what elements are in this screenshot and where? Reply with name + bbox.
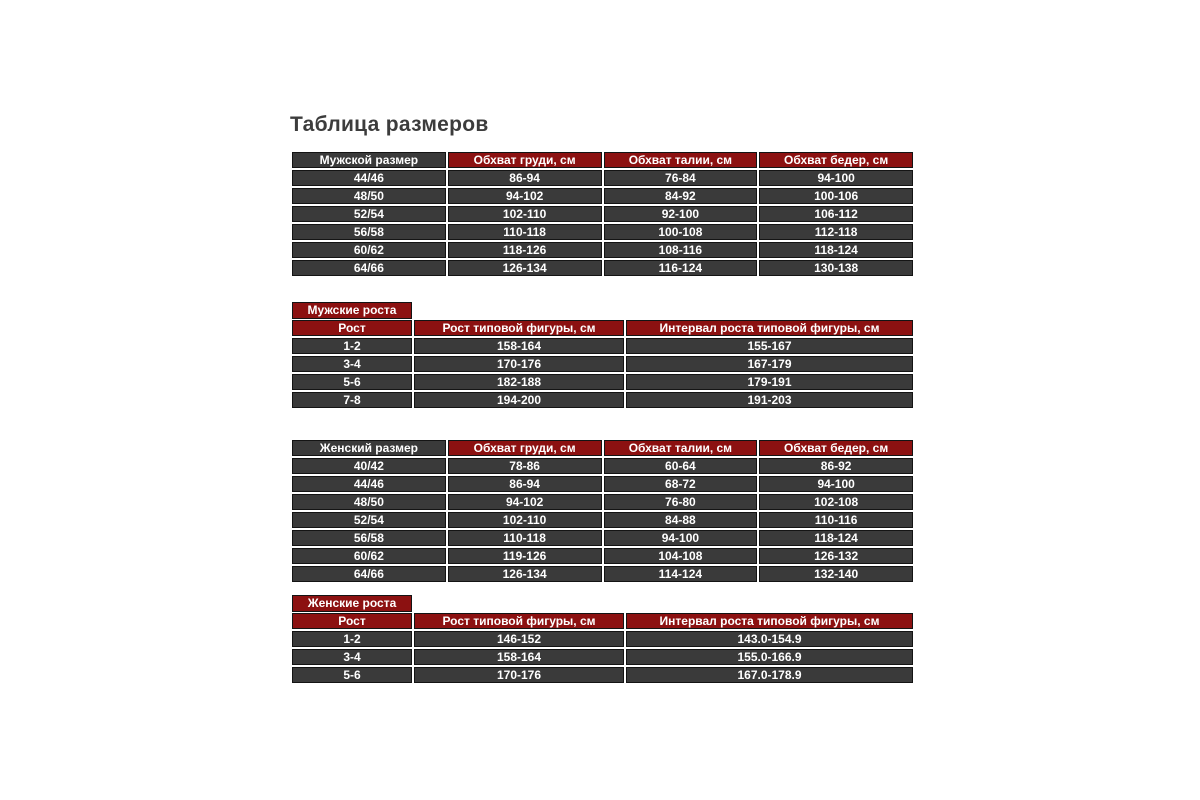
table-cell: 116-124: [604, 260, 758, 276]
column-header: Обхват груди, см: [448, 152, 602, 168]
table-cell: 44/46: [292, 476, 446, 492]
table-cell: 130-138: [759, 260, 913, 276]
table-cell: 110-118: [448, 530, 602, 546]
table-cell: 60/62: [292, 242, 446, 258]
table-cell: 86-94: [448, 476, 602, 492]
table-cell: 92-100: [604, 206, 758, 222]
table-cell: 56/58: [292, 530, 446, 546]
column-header: Рост типовой фигуры, см: [414, 613, 624, 629]
men-heights-table: [290, 318, 915, 410]
table-row: [292, 548, 913, 564]
table-cell: 94-100: [604, 530, 758, 546]
table-cell: 7-8: [292, 392, 412, 408]
women-sizes-table: [290, 438, 915, 584]
women-heights-label: Женские роста: [292, 595, 412, 612]
table-cell: 3-4: [292, 356, 412, 372]
table-cell: 119-126: [448, 548, 602, 564]
table-row: [292, 356, 913, 372]
table-cell: 40/42: [292, 458, 446, 474]
table-cell: 52/54: [292, 512, 446, 528]
table-row: [292, 224, 913, 240]
page-title: Таблица размеров: [290, 113, 489, 136]
table-cell: 158-164: [414, 338, 624, 354]
table-cell: 170-176: [414, 667, 624, 683]
table-cell: 118-124: [759, 242, 913, 258]
column-header: Обхват талии, см: [604, 440, 758, 456]
table-cell: 126-134: [448, 260, 602, 276]
table-row: [292, 206, 913, 222]
table-cell: 191-203: [626, 392, 913, 408]
table-cell: 112-118: [759, 224, 913, 240]
column-header: Обхват груди, см: [448, 440, 602, 456]
table-cell: 52/54: [292, 206, 446, 222]
table-cell: 44/46: [292, 170, 446, 186]
table-cell: 158-164: [414, 649, 624, 665]
table-cell: 155-167: [626, 338, 913, 354]
table-cell: 94-100: [759, 476, 913, 492]
column-header: Мужской размер: [292, 152, 446, 168]
table-cell: 167.0-178.9: [626, 667, 913, 683]
table-cell: 110-116: [759, 512, 913, 528]
column-header: Обхват бедер, см: [759, 152, 913, 168]
header-row: [292, 152, 913, 168]
table-cell: 3-4: [292, 649, 412, 665]
table-row: [292, 338, 913, 354]
table-row: [292, 631, 913, 647]
column-header: Обхват талии, см: [604, 152, 758, 168]
men-heights-label: Мужские роста: [292, 302, 412, 319]
table-cell: 64/66: [292, 260, 446, 276]
table-cell: 132-140: [759, 566, 913, 582]
header-row: [292, 320, 913, 336]
table-cell: 167-179: [626, 356, 913, 372]
men-sizes-table: [290, 150, 915, 278]
table-cell: 110-118: [448, 224, 602, 240]
table-cell: 182-188: [414, 374, 624, 390]
table-cell: 146-152: [414, 631, 624, 647]
table-row: [292, 649, 913, 665]
table-row: [292, 392, 913, 408]
table-cell: 126-134: [448, 566, 602, 582]
table-cell: 100-106: [759, 188, 913, 204]
header-row: [292, 613, 913, 629]
header-row: [292, 440, 913, 456]
column-header: Интервал роста типовой фигуры, см: [626, 320, 913, 336]
column-header: Рост: [292, 613, 412, 629]
column-header: Рост типовой фигуры, см: [414, 320, 624, 336]
column-header: Рост: [292, 320, 412, 336]
table-row: [292, 260, 913, 276]
table-row: [292, 170, 913, 186]
women-heights-table: [290, 611, 915, 685]
table-cell: 84-88: [604, 512, 758, 528]
column-header: Женский размер: [292, 440, 446, 456]
table-cell: 179-191: [626, 374, 913, 390]
table-row: [292, 374, 913, 390]
table-cell: 102-110: [448, 206, 602, 222]
table-cell: 5-6: [292, 667, 412, 683]
table-cell: 84-92: [604, 188, 758, 204]
table-cell: 60-64: [604, 458, 758, 474]
table-row: [292, 188, 913, 204]
table-cell: 78-86: [448, 458, 602, 474]
table-cell: 155.0-166.9: [626, 649, 913, 665]
table-cell: 94-102: [448, 494, 602, 510]
table-cell: 1-2: [292, 338, 412, 354]
table-cell: 76-84: [604, 170, 758, 186]
table-cell: 106-112: [759, 206, 913, 222]
table-cell: 86-92: [759, 458, 913, 474]
table-cell: 102-108: [759, 494, 913, 510]
table-cell: 56/58: [292, 224, 446, 240]
table-cell: 86-94: [448, 170, 602, 186]
table-cell: 5-6: [292, 374, 412, 390]
table-cell: 60/62: [292, 548, 446, 564]
table-cell: 48/50: [292, 188, 446, 204]
table-cell: 118-124: [759, 530, 913, 546]
table-cell: 94-102: [448, 188, 602, 204]
table-cell: 194-200: [414, 392, 624, 408]
table-cell: 102-110: [448, 512, 602, 528]
table-cell: 108-116: [604, 242, 758, 258]
table-cell: 118-126: [448, 242, 602, 258]
table-cell: 126-132: [759, 548, 913, 564]
table-cell: 68-72: [604, 476, 758, 492]
table-row: [292, 530, 913, 546]
table-row: [292, 566, 913, 582]
table-cell: 1-2: [292, 631, 412, 647]
table-cell: 48/50: [292, 494, 446, 510]
table-cell: 114-124: [604, 566, 758, 582]
table-row: [292, 242, 913, 258]
table-row: [292, 494, 913, 510]
table-cell: 100-108: [604, 224, 758, 240]
table-cell: 76-80: [604, 494, 758, 510]
table-row: [292, 476, 913, 492]
table-cell: 64/66: [292, 566, 446, 582]
table-cell: 170-176: [414, 356, 624, 372]
column-header: Интервал роста типовой фигуры, см: [626, 613, 913, 629]
table-row: [292, 512, 913, 528]
column-header: Обхват бедер, см: [759, 440, 913, 456]
table-row: [292, 667, 913, 683]
table-cell: 94-100: [759, 170, 913, 186]
table-cell: 104-108: [604, 548, 758, 564]
table-cell: 143.0-154.9: [626, 631, 913, 647]
table-row: [292, 458, 913, 474]
